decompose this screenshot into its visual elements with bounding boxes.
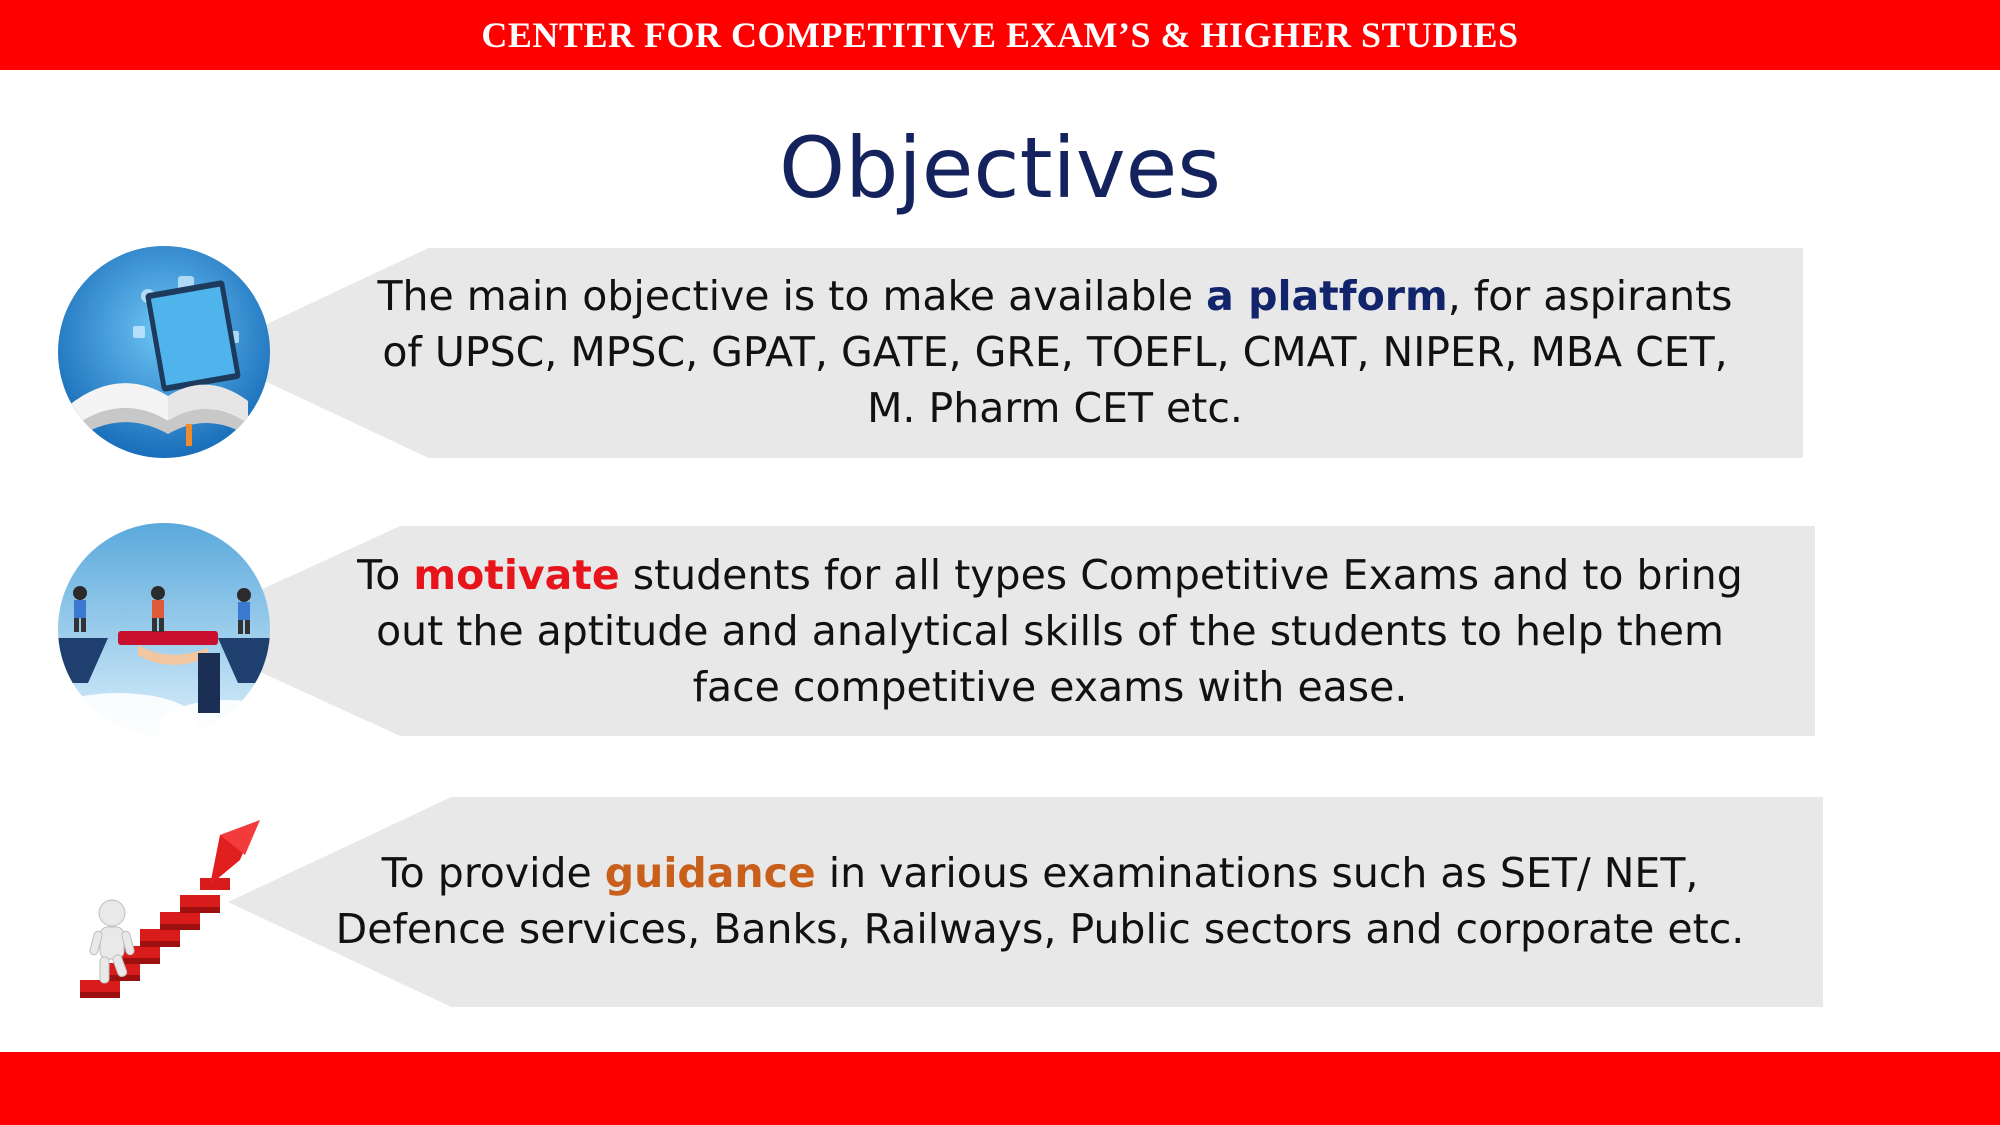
highlight-platform: a platform: [1206, 272, 1448, 320]
highlight-motivate: motivate: [413, 551, 620, 599]
book-laptop-icon: [58, 246, 270, 458]
bottom-banner: [0, 1052, 2000, 1125]
slide-title: Objectives: [778, 119, 1222, 217]
students-bridge-icon: [58, 523, 270, 735]
objective-text-1: The main objective is to make available a platform, for aspirants of UPSC, MPSC, GPAT, GATE, GRE, TOEFL, CMAT, NIPER, MBA CET, M. Pharm CET etc.: [377, 272, 1733, 432]
banner-text: CENTER FOR COMPETITIVE EXAM’S & HIGHER STUDIES: [481, 15, 1519, 55]
objective-text-2: To motivate students for all types Competitive Exams and to bring out the aptitude and analytical skills of the students to help them face competitive exams with ease.: [357, 551, 1743, 711]
top-banner: [0, 0, 2000, 70]
stairs-arrow-icon: [70, 815, 270, 1015]
objective-text-3: To provide guidance in various examinations such as SET/ NET, Defence services, Banks, Railways, Public sectors and corporate etc.: [335, 849, 1745, 953]
highlight-guidance: guidance: [604, 849, 816, 897]
